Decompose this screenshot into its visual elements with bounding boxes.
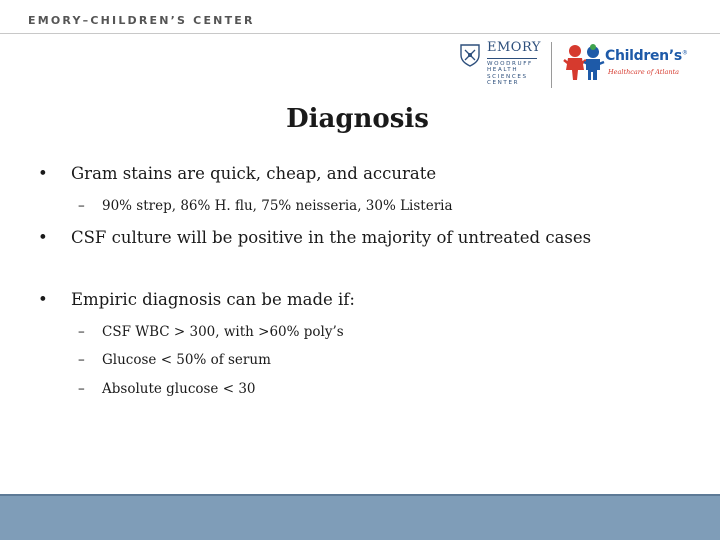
sub-bullet-text: 90% strep, 86% H. flu, 75% neisseria, 30% Listeria [102,198,453,214]
emory-subtitle-line: SCIENCES [487,73,528,80]
childrens-trademark: ® [681,49,688,57]
sub-bullet-text: Glucose < 50% of serum [102,352,271,368]
bullet-text: Empiric diagnosis can be made if: [71,290,355,309]
header-title: EMORY–CHILDREN’S CENTER [28,14,255,27]
bullet-marker: • [38,164,48,183]
sub-bullet-text: Absolute glucose < 30 [102,381,256,397]
slide-title-text: Diagnosis [286,104,429,134]
sub-bullet-marker: – [78,324,85,340]
emory-wordmark: EMORY [487,40,541,55]
bullet-marker: • [38,228,48,247]
sub-bullet-marker: – [78,352,85,368]
sub-bullet-text: CSF WBC > 300, with >60% poly’s [102,324,344,340]
childrens-subtitle: Healthcare of Atlanta [608,68,680,76]
sub-bullet-marker: – [78,381,85,397]
childrens-name: Children’s [605,48,682,64]
sub-bullet-marker: – [78,198,85,214]
emory-subtitle-line: CENTER [487,80,520,87]
emory-subtitle-line: WOODRUFF [487,61,533,67]
footer-band [0,496,720,540]
emory-subtitle-line: HEALTH [487,67,519,74]
bullet-text: CSF culture will be positive in the majority of untreated cases [71,228,592,247]
bullet-marker: • [38,290,48,309]
bullet-text: Gram stains are quick, cheap, and accurate [71,164,437,183]
